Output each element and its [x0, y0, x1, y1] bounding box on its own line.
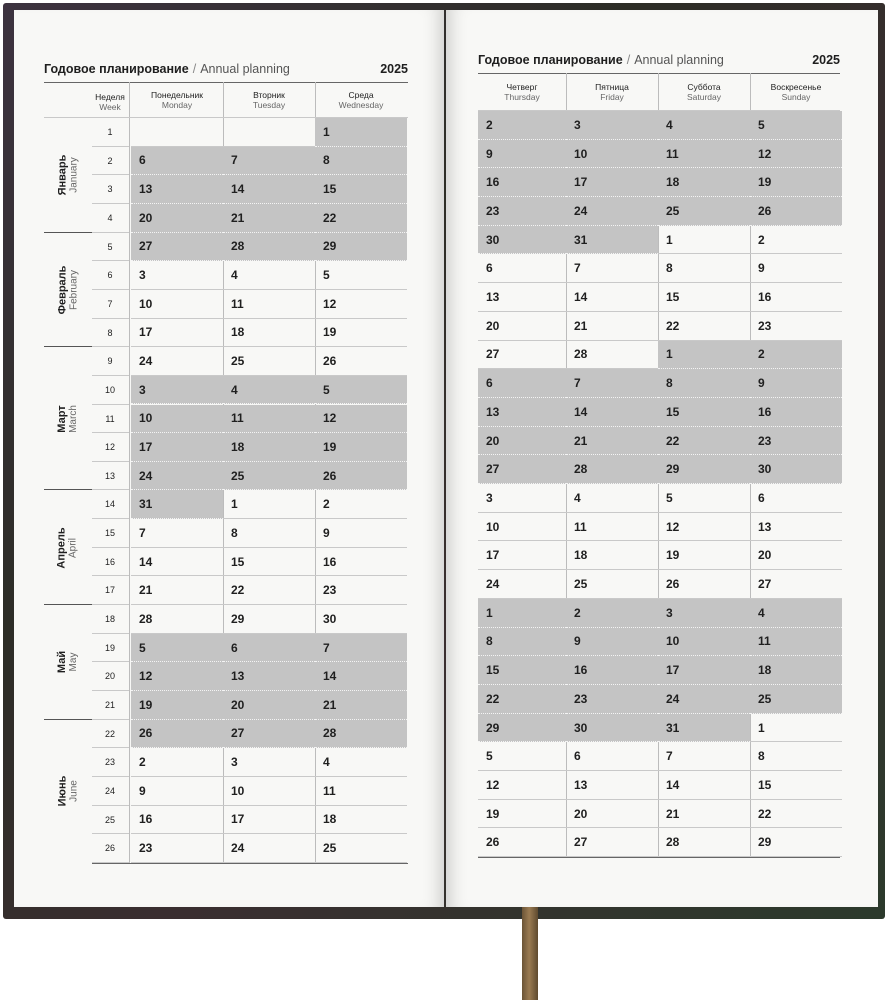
day-cell[interactable]: 19	[315, 319, 407, 348]
day-cell[interactable]: 3	[566, 111, 658, 140]
day-cell[interactable]: 9	[131, 777, 223, 806]
day-cell[interactable]: 24	[223, 834, 315, 863]
day-header-ru: Воскресенье	[770, 82, 822, 92]
day-cell[interactable]: 25	[223, 347, 315, 376]
header-separator: /	[626, 53, 631, 67]
day-cell[interactable]: 2	[478, 111, 566, 140]
day-cell[interactable]: 15	[658, 283, 750, 312]
day-cell[interactable]: 4	[658, 111, 750, 140]
day-cell[interactable]: 3	[131, 376, 223, 405]
day-cell[interactable]: 26	[315, 462, 407, 491]
day-cell[interactable]: 21	[566, 427, 658, 456]
week-number: 25	[104, 814, 115, 825]
day-cell[interactable]: 24	[566, 197, 658, 226]
day-cell[interactable]: 26	[315, 347, 407, 376]
week-number: 1	[107, 127, 113, 137]
day-cell[interactable]: 11	[223, 290, 315, 319]
day-cell[interactable]: 5	[658, 484, 750, 513]
day-column-header	[478, 82, 566, 102]
day-cell[interactable]: 23	[315, 576, 407, 605]
column-divider	[129, 82, 130, 863]
day-cell[interactable]: 17	[566, 168, 658, 197]
week-number: 13	[104, 470, 115, 481]
day-cell[interactable]: 11	[750, 628, 842, 657]
day-cell[interactable]: 11	[566, 513, 658, 542]
day-cell[interactable]: 19	[131, 691, 223, 720]
day-cell[interactable]: 5	[478, 742, 566, 771]
day-cell[interactable]: 28	[566, 455, 658, 484]
week-number: 11	[105, 413, 115, 424]
day-cell[interactable]: 14	[315, 662, 407, 691]
day-column-header	[223, 90, 315, 110]
day-cell[interactable]: 16	[750, 398, 842, 427]
week-number: 22	[104, 728, 115, 739]
day-cell[interactable]: 27	[566, 829, 658, 858]
header-title-en: Annual planning	[200, 62, 290, 76]
week-number: 19	[104, 642, 115, 653]
day-cell[interactable]: 23	[750, 312, 842, 341]
day-cell[interactable]: 16	[131, 806, 223, 835]
day-cell[interactable]: 14	[566, 283, 658, 312]
month-name-ru: Февраль	[56, 265, 69, 315]
day-cell[interactable]: 19	[315, 433, 407, 462]
week-number: 6	[107, 270, 113, 281]
day-cell[interactable]: 6	[566, 742, 658, 771]
day-cell[interactable]: 14	[566, 398, 658, 427]
header-title-en: Annual planning	[634, 53, 724, 67]
day-cell[interactable]: 16	[315, 548, 407, 577]
day-cell[interactable]: 30	[566, 714, 658, 743]
left-page	[14, 10, 444, 907]
day-cell[interactable]: 3	[131, 261, 223, 290]
day-cell[interactable]: 22	[658, 427, 750, 456]
month-name-ru: Апрель	[56, 527, 68, 569]
day-cell[interactable]: 15	[223, 548, 315, 577]
day-header-en: Thursday	[504, 92, 540, 102]
day-cell[interactable]: 8	[478, 628, 566, 657]
bookmark-ribbon[interactable]	[522, 905, 538, 1000]
month-label	[48, 490, 88, 605]
day-cell[interactable]: 3	[478, 484, 566, 513]
month-label-rotated	[56, 776, 80, 807]
header-separator: /	[192, 62, 197, 76]
day-cell[interactable]: 9	[566, 628, 658, 657]
day-cell[interactable]: 27	[223, 720, 315, 749]
day-cell[interactable]: 9	[315, 519, 407, 548]
day-header-ru: Среда	[348, 90, 374, 100]
day-cell[interactable]: 26	[658, 570, 750, 599]
day-cell[interactable]: 12	[750, 140, 842, 169]
day-cell[interactable]: 19	[478, 800, 566, 829]
week-number: 17	[104, 585, 115, 596]
day-cell[interactable]: 18	[223, 319, 315, 348]
day-cell[interactable]: 9	[750, 255, 842, 284]
day-header-ru: Вторник	[253, 90, 285, 100]
month-label-rotated	[56, 155, 80, 196]
day-cell[interactable]: 7	[315, 634, 407, 663]
day-cell[interactable]: 22	[223, 576, 315, 605]
month-label	[48, 347, 88, 490]
day-cell[interactable]: 10	[131, 405, 223, 434]
day-cell[interactable]: 19	[658, 542, 750, 571]
day-cell[interactable]: 21	[131, 576, 223, 605]
day-column-header	[566, 82, 658, 102]
day-cell[interactable]: 1	[658, 226, 750, 255]
day-cell[interactable]: 12	[131, 662, 223, 691]
header-year: 2025	[812, 53, 840, 67]
day-cell[interactable]: 30	[750, 455, 842, 484]
day-cell[interactable]: 18	[750, 656, 842, 685]
day-cell[interactable]: 6	[478, 255, 566, 284]
day-cell[interactable]	[223, 118, 315, 147]
day-cell[interactable]: 25	[750, 685, 842, 714]
month-separator	[44, 604, 92, 605]
day-cell[interactable]: 3	[658, 599, 750, 628]
day-header-ru: Четверг	[506, 82, 538, 92]
day-cell[interactable]: 28	[658, 829, 750, 858]
month-label	[48, 118, 88, 233]
day-cell[interactable]: 16	[478, 168, 566, 197]
day-cell[interactable]: 20	[478, 312, 566, 341]
day-header-ru: Пятница	[595, 82, 629, 92]
week-header-en: Week	[99, 102, 121, 112]
day-cell[interactable]: 21	[658, 800, 750, 829]
day-cell[interactable]: 9	[750, 369, 842, 398]
header-rule	[478, 73, 840, 74]
day-cell[interactable]: 19	[750, 168, 842, 197]
day-cell[interactable]: 12	[315, 405, 407, 434]
day-cell[interactable]: 21	[566, 312, 658, 341]
day-cell[interactable]: 8	[750, 742, 842, 771]
month-name-en: April	[68, 537, 79, 558]
day-cell[interactable]: 17	[658, 656, 750, 685]
day-cell[interactable]: 26	[131, 720, 223, 749]
day-cell[interactable]: 8	[315, 147, 407, 176]
month-name-en: March	[67, 404, 79, 433]
day-cell[interactable]: 2	[131, 748, 223, 777]
day-cell[interactable]: 28	[131, 605, 223, 634]
day-cell[interactable]: 4	[750, 599, 842, 628]
day-cell[interactable]: 13	[478, 398, 566, 427]
week-number: 12	[104, 442, 115, 453]
day-cell[interactable]: 14	[131, 548, 223, 577]
day-cell[interactable]: 29	[315, 233, 407, 262]
month-name-ru: Май	[56, 651, 68, 674]
day-cell[interactable]: 11	[315, 777, 407, 806]
day-cell[interactable]: 10	[223, 777, 315, 806]
day-cell[interactable]: 28	[315, 720, 407, 749]
day-cell[interactable]: 1	[315, 118, 407, 147]
week-number: 20	[104, 671, 115, 682]
day-cell[interactable]: 7	[223, 147, 315, 176]
header-title-ru: Годовое планирование	[478, 53, 623, 67]
day-cell[interactable]: 25	[223, 462, 315, 491]
day-cell[interactable]: 30	[315, 605, 407, 634]
day-cell[interactable]: 21	[223, 204, 315, 233]
day-cell[interactable]: 22	[478, 685, 566, 714]
day-cell[interactable]: 11	[223, 405, 315, 434]
day-cell[interactable]: 7	[566, 255, 658, 284]
day-cell[interactable]: 20	[750, 542, 842, 571]
week-number: 18	[104, 614, 115, 625]
day-cell[interactable]: 18	[658, 168, 750, 197]
day-cell[interactable]: 27	[478, 455, 566, 484]
day-cell[interactable]: 31	[131, 490, 223, 519]
day-cell[interactable]: 2	[566, 599, 658, 628]
day-cell[interactable]: 13	[750, 513, 842, 542]
day-column-header	[750, 82, 842, 102]
week-column-header	[91, 92, 129, 112]
day-cell[interactable]: 22	[750, 800, 842, 829]
month-label-rotated	[56, 651, 80, 673]
day-cell[interactable]: 1	[750, 714, 842, 743]
day-cell[interactable]: 6	[478, 369, 566, 398]
day-header-en: Monday	[161, 100, 193, 110]
week-number: 7	[107, 298, 113, 309]
day-cell[interactable]: 6	[131, 147, 223, 176]
day-cell[interactable]: 23	[750, 427, 842, 456]
week-number: 14	[104, 499, 115, 510]
day-cell[interactable]: 22	[658, 312, 750, 341]
day-cell[interactable]: 20	[131, 204, 223, 233]
month-name-en: June	[68, 780, 79, 803]
day-cell[interactable]	[131, 118, 223, 147]
day-cell[interactable]: 4	[566, 484, 658, 513]
month-label-rotated	[56, 265, 80, 314]
day-cell[interactable]: 16	[750, 283, 842, 312]
week-number: 21	[104, 700, 115, 710]
day-cell[interactable]: 26	[750, 197, 842, 226]
day-cell[interactable]: 7	[131, 519, 223, 548]
week-number: 8	[107, 327, 113, 338]
day-cell[interactable]: 10	[131, 290, 223, 319]
day-cell[interactable]: 22	[315, 204, 407, 233]
day-cell[interactable]: 31	[658, 714, 750, 743]
month-label-rotated	[56, 527, 80, 568]
table-bottom-rule	[478, 857, 840, 858]
week-number: 5	[107, 241, 113, 252]
day-cell[interactable]: 23	[478, 197, 566, 226]
day-cell[interactable]: 25	[658, 197, 750, 226]
day-cell[interactable]: 5	[315, 261, 407, 290]
day-header-en: Saturday	[686, 92, 722, 102]
week-number: 23	[104, 757, 115, 768]
day-header-ru: Понедельник	[150, 90, 204, 100]
day-cell[interactable]: 12	[478, 771, 566, 800]
day-cell[interactable]: 5	[315, 376, 407, 405]
day-cell[interactable]: 1	[478, 599, 566, 628]
day-header-en: Wednesday	[338, 100, 384, 110]
table-bottom-rule	[92, 863, 408, 864]
day-cell[interactable]: 17	[478, 542, 566, 571]
month-label	[48, 233, 88, 348]
day-cell[interactable]: 29	[658, 455, 750, 484]
day-cell[interactable]: 7	[566, 369, 658, 398]
day-cell[interactable]: 24	[131, 462, 223, 491]
week-number: 26	[104, 843, 115, 854]
month-name-en: May	[68, 652, 79, 672]
month-label	[48, 720, 88, 863]
week-header-ru: Неделя	[95, 92, 125, 102]
day-cell[interactable]: 11	[658, 140, 750, 169]
day-cell[interactable]: 10	[658, 628, 750, 657]
week-number: 15	[104, 528, 115, 539]
month-name-en: February	[68, 269, 80, 310]
day-column-header	[315, 90, 407, 110]
week-number: 16	[104, 556, 115, 567]
day-column-header	[658, 82, 750, 102]
day-cell[interactable]: 1	[223, 490, 315, 519]
day-header-en: Friday	[600, 92, 624, 102]
day-cell[interactable]: 2	[315, 490, 407, 519]
day-cell[interactable]: 24	[478, 570, 566, 599]
day-cell[interactable]: 15	[478, 656, 566, 685]
day-column-header	[131, 90, 223, 110]
day-cell[interactable]: 8	[658, 255, 750, 284]
week-number: 24	[104, 785, 115, 796]
day-cell[interactable]: 1	[658, 341, 750, 370]
month-separator	[44, 232, 92, 233]
right-page	[446, 10, 878, 907]
day-cell[interactable]: 15	[658, 398, 750, 427]
month-separator	[44, 489, 92, 490]
month-name-ru: Июнь	[56, 775, 68, 807]
week-number: 4	[107, 212, 113, 223]
day-cell[interactable]: 10	[566, 140, 658, 169]
day-cell[interactable]: 29	[223, 605, 315, 634]
day-cell[interactable]: 28	[223, 233, 315, 262]
day-cell[interactable]: 13	[478, 283, 566, 312]
day-cell[interactable]: 28	[566, 341, 658, 370]
day-cell[interactable]: 18	[566, 542, 658, 571]
day-cell[interactable]: 5	[131, 634, 223, 663]
week-number: 10	[104, 384, 115, 395]
day-cell[interactable]: 14	[223, 175, 315, 204]
day-cell[interactable]: 24	[131, 347, 223, 376]
page-header	[44, 62, 408, 82]
day-cell[interactable]: 7	[658, 742, 750, 771]
header-year: 2025	[380, 62, 408, 76]
day-cell[interactable]: 20	[223, 691, 315, 720]
day-cell[interactable]: 8	[223, 519, 315, 548]
day-cell[interactable]: 27	[131, 233, 223, 262]
day-cell[interactable]: 18	[315, 806, 407, 835]
day-cell[interactable]: 27	[750, 570, 842, 599]
day-header-en: Tuesday	[252, 100, 286, 110]
day-cell[interactable]: 13	[223, 662, 315, 691]
day-cell[interactable]: 15	[315, 175, 407, 204]
day-cell[interactable]: 20	[478, 427, 566, 456]
week-number: 2	[107, 155, 113, 166]
day-cell[interactable]: 6	[750, 484, 842, 513]
week-number: 3	[107, 184, 113, 195]
month-name-en: January	[68, 157, 79, 194]
month-label-rotated	[56, 405, 80, 433]
day-header-en: Sunday	[781, 92, 811, 102]
day-cell[interactable]: 14	[658, 771, 750, 800]
day-cell[interactable]: 17	[223, 806, 315, 835]
month-name-ru: Январь	[56, 154, 68, 196]
month-separator	[44, 346, 92, 347]
day-cell[interactable]: 10	[478, 513, 566, 542]
day-cell[interactable]: 25	[315, 834, 407, 863]
day-cell[interactable]: 21	[315, 691, 407, 720]
day-cell[interactable]: 23	[131, 834, 223, 863]
day-cell[interactable]: 4	[223, 376, 315, 405]
month-separator	[44, 719, 92, 720]
day-cell[interactable]: 25	[566, 570, 658, 599]
day-cell[interactable]: 26	[478, 829, 566, 858]
day-cell[interactable]: 8	[658, 369, 750, 398]
day-cell[interactable]: 29	[478, 714, 566, 743]
day-cell[interactable]: 9	[478, 140, 566, 169]
day-cell[interactable]: 12	[658, 513, 750, 542]
day-cell[interactable]: 24	[658, 685, 750, 714]
day-cell[interactable]: 27	[478, 341, 566, 370]
day-cell[interactable]: 20	[566, 800, 658, 829]
day-cell[interactable]: 15	[750, 771, 842, 800]
day-cell[interactable]: 29	[750, 829, 842, 858]
day-cell[interactable]: 2	[750, 341, 842, 370]
day-cell[interactable]: 4	[223, 261, 315, 290]
day-cell[interactable]: 16	[566, 656, 658, 685]
day-cell[interactable]: 5	[750, 111, 842, 140]
header-title-ru: Годовое планирование	[44, 62, 189, 76]
month-name-ru: Март	[55, 405, 68, 433]
day-cell[interactable]: 31	[566, 226, 658, 255]
header-rule	[44, 82, 408, 83]
day-cell[interactable]: 4	[315, 748, 407, 777]
day-cell[interactable]: 17	[131, 319, 223, 348]
day-cell[interactable]: 13	[131, 175, 223, 204]
week-number: 9	[107, 356, 113, 367]
day-cell[interactable]: 6	[223, 634, 315, 663]
month-label	[48, 605, 88, 720]
day-cell[interactable]: 23	[566, 685, 658, 714]
day-cell[interactable]: 2	[750, 226, 842, 255]
day-cell[interactable]: 18	[223, 433, 315, 462]
day-cell[interactable]: 30	[478, 226, 566, 255]
day-cell[interactable]: 3	[223, 748, 315, 777]
day-cell[interactable]: 17	[131, 433, 223, 462]
page-header	[478, 53, 840, 73]
day-cell[interactable]: 13	[566, 771, 658, 800]
day-header-ru: Суббота	[687, 82, 721, 92]
day-cell[interactable]: 12	[315, 290, 407, 319]
